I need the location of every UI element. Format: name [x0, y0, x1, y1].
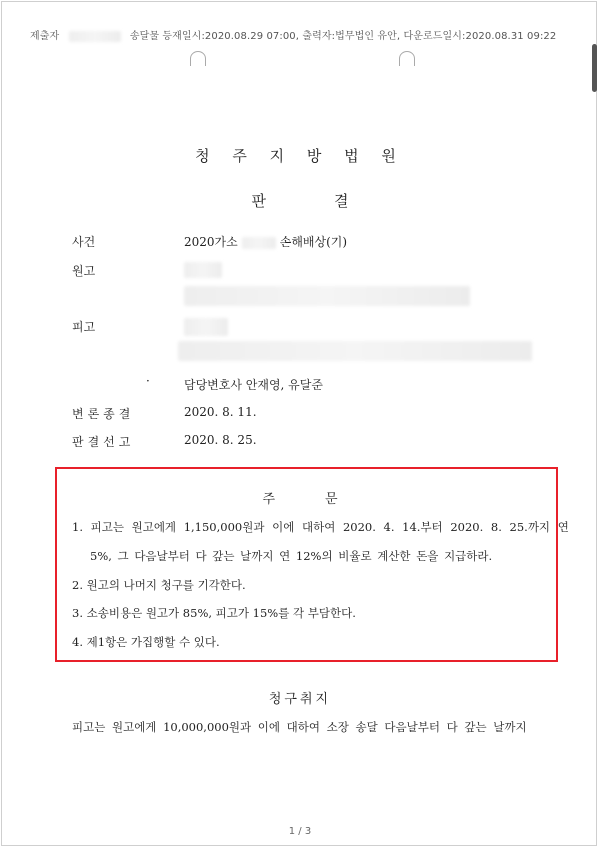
- order-title-left: 주: [262, 492, 275, 507]
- verdict-label: 판결선고: [72, 435, 135, 449]
- order-title-right: 문: [325, 492, 338, 507]
- header-details: 송달물 등재일시:2020.08.29 07:00, 출력자:법무법인 유안, 다운로드일시:2020.08.31 09:22: [129, 31, 557, 42]
- case-number: 2020가소: [184, 235, 238, 249]
- redacted-submitter: [69, 31, 121, 42]
- plaintiff-label: 원고: [72, 264, 96, 278]
- case-value: [184, 233, 347, 250]
- redacted-plaintiff-address: [184, 286, 470, 306]
- verdict-row: [72, 433, 257, 450]
- order-title: [0, 488, 600, 507]
- title-char-left: 판: [251, 192, 266, 210]
- header-info: [30, 27, 556, 42]
- redacted-defendant-address: [178, 341, 532, 361]
- submitter-label: 제출자: [30, 31, 60, 42]
- order-line-2: 5%, 그 다음날부터 다 갚는 날까지 연 12%의 비율로 계산한 돈을 지급하라.: [90, 549, 493, 563]
- punch-hole-left: [190, 51, 206, 66]
- order-line-5: 4. 제1항은 가집행할 수 있다.: [72, 635, 220, 649]
- closing-label: 변론종결: [72, 407, 135, 421]
- verdict-date: 2020. 8. 25.: [184, 433, 257, 447]
- attorney-names: 담당변호사 안재영, 유달준: [184, 378, 323, 392]
- defendant-value: [184, 318, 228, 336]
- plaintiff-value: [184, 262, 222, 278]
- closing-date: 2020. 8. 11.: [184, 405, 257, 419]
- title-char-right: 결: [334, 192, 349, 210]
- document-title: [0, 190, 600, 211]
- claim-text: 피고는 원고에게 10,000,000원과 이에 대하여 소장 송달 다음날부터 다 갚는 날까지: [72, 720, 527, 734]
- scrollbar-thumb[interactable]: [592, 44, 597, 92]
- redacted-case-number: [242, 237, 276, 249]
- case-name: 손해배상(기): [279, 235, 348, 249]
- order-line-3: 2. 원고의 나머지 청구를 기각한다.: [72, 578, 246, 592]
- court-name: 청 주 지 방 법 원: [195, 147, 405, 165]
- plaintiff-row: [72, 262, 184, 279]
- case-label: 사건: [72, 235, 96, 249]
- defendant-row: [72, 318, 184, 335]
- redacted-defendant-name: [184, 318, 228, 336]
- order-line-1: 1. 피고는 원고에게 1,150,000원과 이에 대하여 2020. 4. 14.부터 2020. 8. 25.까지 연: [72, 520, 569, 534]
- defendant-label: 피고: [72, 320, 96, 334]
- closing-row: [72, 405, 257, 422]
- case-row: [72, 233, 348, 250]
- punch-hole-right: [399, 51, 415, 66]
- claim-title: 청구취지: [268, 692, 332, 707]
- attorney-bullet: ·: [146, 374, 150, 388]
- redacted-plaintiff-name: [184, 262, 222, 278]
- page-number: 1 / 3: [288, 826, 312, 837]
- order-line-4: 3. 소송비용은 원고가 85%, 피고가 15%를 각 부담한다.: [72, 606, 356, 620]
